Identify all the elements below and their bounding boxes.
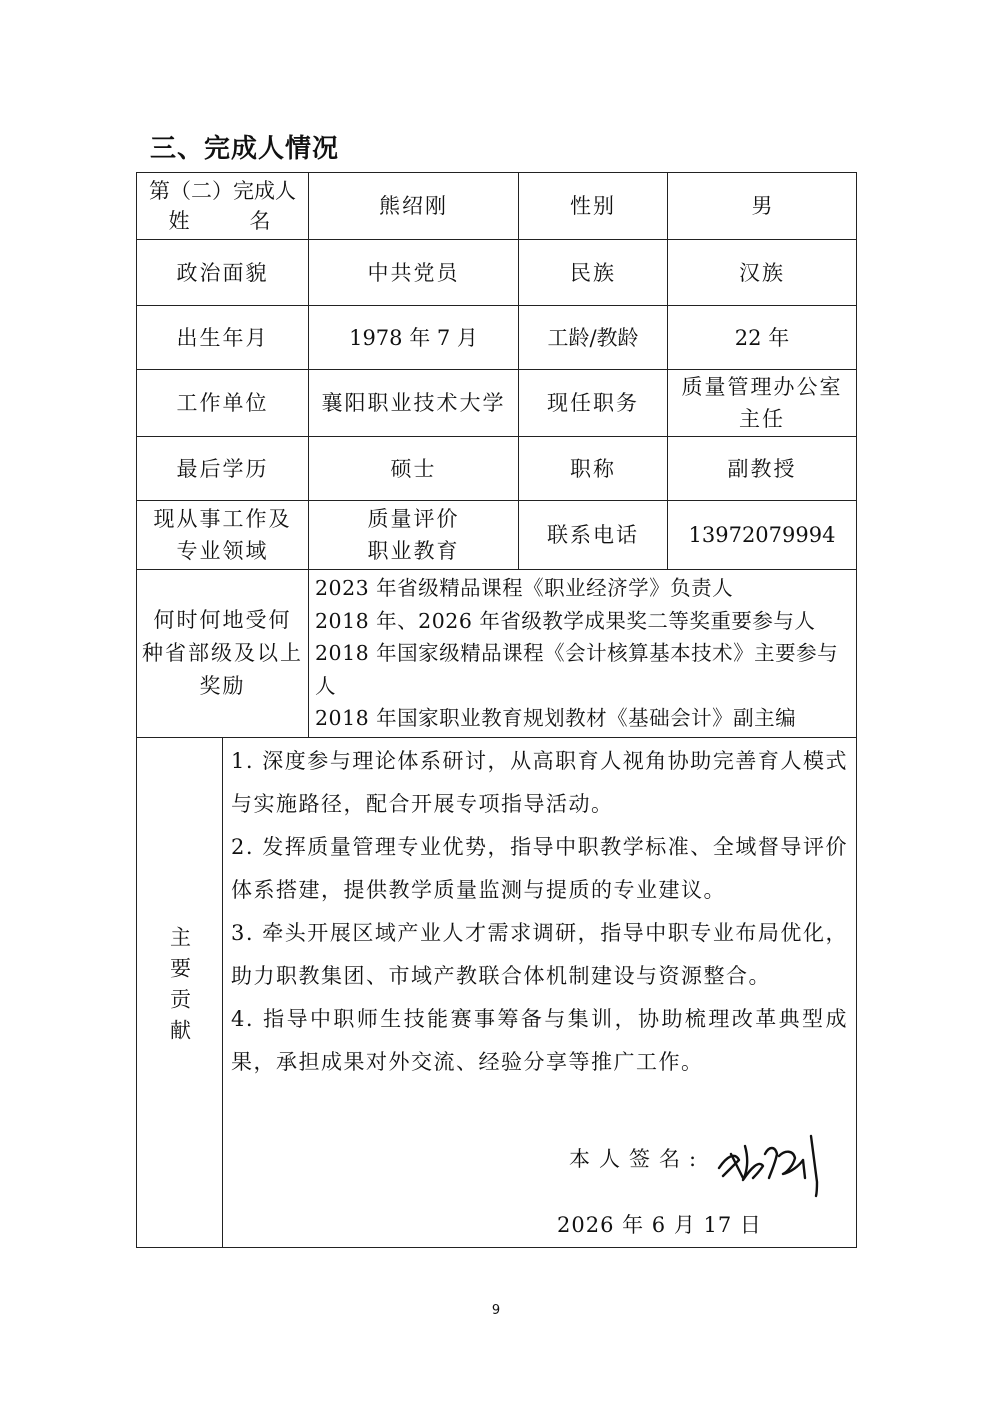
contribution-item: 2. 发挥质量管理专业优势，指导中职教学标准、全域督导评价体系搭建，提供教学质量监测与提质的专业建议。 [231, 834, 848, 902]
ethnicity-value: 汉族 [668, 240, 857, 306]
row-employer [137, 370, 857, 437]
ethnicity-label: 民族 [519, 240, 668, 306]
awards-label-cell [137, 570, 309, 738]
row-awards [137, 570, 857, 738]
title-label: 职称 [519, 437, 668, 501]
position-value-cell [668, 370, 857, 437]
rank-label: 第（二）完成人 [149, 179, 296, 203]
contrib-label-cell [137, 737, 223, 1247]
award-item: 2018 年、2026 年省级教学成果奖二等奖重要参与人 [315, 608, 816, 633]
title-value: 副教授 [668, 437, 857, 501]
field-label-cell [137, 501, 309, 570]
award-item: 2018 年国家级精品课程《会计核算基本技术》主要参与人 [315, 641, 839, 698]
signature-date: 2026 年 6 月 17 日 [557, 1212, 762, 1237]
award-item: 2018 年国家职业教育规划教材《基础会计》副主编 [315, 706, 797, 730]
gender-label: 性别 [519, 173, 668, 240]
awards-label-line2: 种省部级及以上 [142, 640, 303, 665]
completer-info-table [136, 172, 857, 1248]
field-value-line1: 质量评价 [367, 507, 460, 531]
awards-label-line1: 何时何地受何 [153, 607, 292, 632]
awards-label-line3: 奖励 [199, 673, 246, 698]
row-name [137, 173, 857, 240]
employer-label: 工作单位 [137, 370, 309, 437]
position-value-line1: 质量管理办公室 [681, 375, 843, 399]
employer-value: 襄阳职业技术大学 [309, 370, 519, 437]
seniority-value: 22 年 [668, 306, 857, 370]
field-value-cell [309, 501, 519, 570]
contributions-list [223, 738, 856, 1084]
contribution-item: 1. 深度参与理论体系研讨，从高职育人视角协助完善育人模式与实施路径，配合开展专项指导活动。 [231, 748, 848, 816]
handwritten-signature [713, 1116, 833, 1202]
row-contributions [137, 737, 857, 1247]
contrib-label: 主要贡献 [167, 925, 192, 1050]
contribution-item: 4. 指导中职师生技能赛事筹备与集训，协助梳理改革典型成果，承担成果对外交流、经验分享等推广工作。 [231, 1006, 848, 1074]
field-value-line2: 职业教育 [367, 539, 460, 563]
row-birth [137, 306, 857, 370]
education-value: 硕士 [309, 437, 519, 501]
political-label: 政治面貌 [137, 240, 309, 306]
name-value: 熊绍刚 [309, 173, 519, 240]
awards-list [309, 570, 857, 738]
section-title: 三、完成人情况 [150, 134, 340, 164]
education-label: 最后学历 [137, 437, 309, 501]
row-field [137, 501, 857, 570]
name-label: 姓 名 [168, 209, 277, 233]
page-number: 9 [491, 1303, 501, 1318]
signature-label: 本人签名: [569, 1146, 706, 1171]
phone-label: 联系电话 [519, 501, 668, 570]
name-label-cell [137, 173, 309, 240]
award-item: 2023 年省级精品课程《职业经济学》负责人 [315, 576, 734, 600]
birth-value: 1978 年 7 月 [309, 306, 519, 370]
row-political [137, 240, 857, 306]
contribution-item: 3. 牵头开展区域产业人才需求调研，指导中职专业布局优化，助力职教集团、市域产教联合体机制建设与资源整合。 [231, 920, 848, 988]
position-value-line2: 主任 [739, 407, 785, 431]
birth-label: 出生年月 [137, 306, 309, 370]
row-education [137, 437, 857, 501]
field-label-line2: 专业领域 [176, 539, 269, 563]
phone-value: 13972079994 [668, 501, 857, 570]
gender-value: 男 [668, 173, 857, 240]
political-value: 中共党员 [309, 240, 519, 306]
position-label: 现任职务 [519, 370, 668, 437]
field-label-line1: 现从事工作及 [153, 507, 292, 531]
contrib-content-cell [223, 737, 857, 1247]
seniority-label: 工龄/教龄 [519, 306, 668, 370]
